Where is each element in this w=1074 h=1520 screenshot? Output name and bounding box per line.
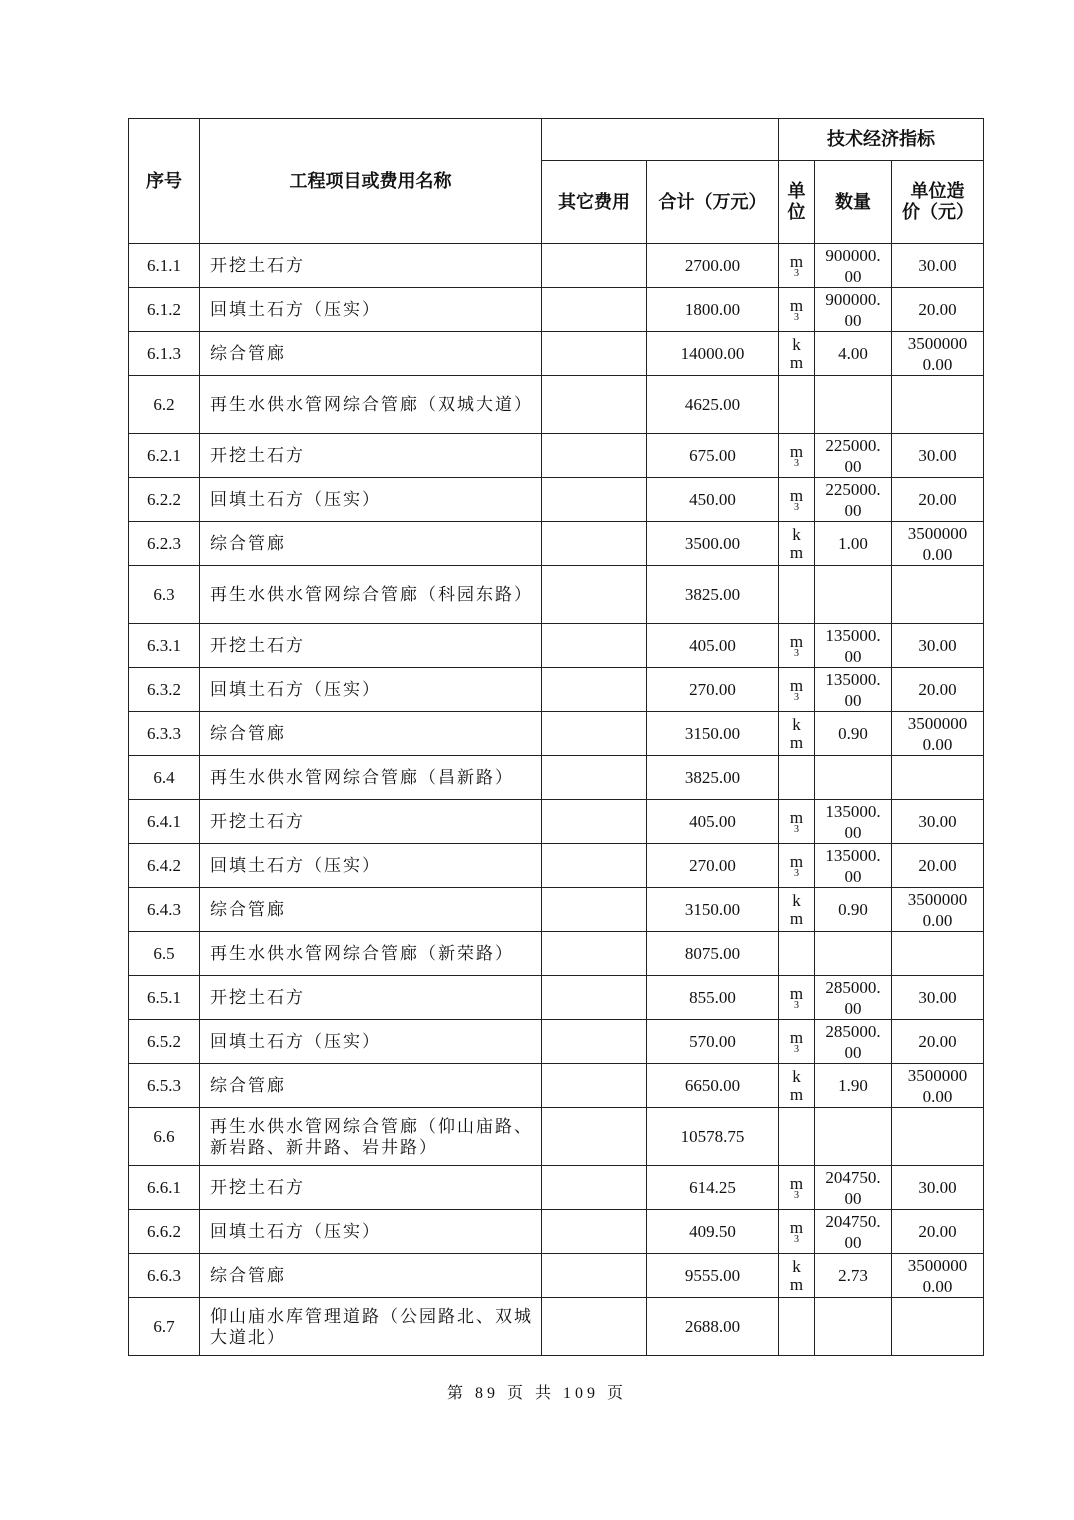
row-total: 3500.00 bbox=[647, 522, 779, 566]
row-price: 20.00 bbox=[892, 844, 984, 888]
row-other bbox=[542, 522, 647, 566]
row-price: 30.00 bbox=[892, 624, 984, 668]
row-unit bbox=[779, 932, 815, 976]
row-unit bbox=[779, 1064, 815, 1108]
unit-text: m bbox=[789, 631, 804, 651]
row-qty: 285000.00 bbox=[815, 976, 892, 1020]
row-qty: 225000.00 bbox=[815, 434, 892, 478]
header-unit: 单位 bbox=[779, 161, 815, 244]
table-row bbox=[129, 800, 984, 844]
row-unit bbox=[779, 756, 815, 800]
unit-superscript: 3 bbox=[794, 1233, 799, 1245]
unit-text: m bbox=[789, 485, 804, 505]
row-no: 6.5 bbox=[129, 932, 200, 976]
row-total: 3825.00 bbox=[647, 756, 779, 800]
row-unit bbox=[779, 1210, 815, 1254]
row-no: 6.2.3 bbox=[129, 522, 200, 566]
row-name: 再生水供水管网综合管廊（新荣路） bbox=[200, 932, 542, 976]
row-price bbox=[892, 1108, 984, 1166]
row-unit bbox=[779, 1020, 815, 1064]
row-name: 回填土石方（压实） bbox=[200, 668, 542, 712]
row-total: 855.00 bbox=[647, 976, 779, 1020]
row-price: 30.00 bbox=[892, 434, 984, 478]
table-row bbox=[129, 844, 984, 888]
row-price: 20.00 bbox=[892, 668, 984, 712]
row-unit bbox=[779, 1254, 815, 1298]
row-unit bbox=[779, 566, 815, 624]
unit-superscript: 3 bbox=[794, 999, 799, 1011]
row-no: 6.3.2 bbox=[129, 668, 200, 712]
row-other bbox=[542, 976, 647, 1020]
table-row bbox=[129, 888, 984, 932]
row-total: 2688.00 bbox=[647, 1298, 779, 1356]
unit-superscript: 3 bbox=[794, 867, 799, 879]
row-total: 675.00 bbox=[647, 434, 779, 478]
row-other bbox=[542, 668, 647, 712]
row-total: 614.25 bbox=[647, 1166, 779, 1210]
row-qty bbox=[815, 1108, 892, 1166]
row-other bbox=[542, 434, 647, 478]
row-total: 3150.00 bbox=[647, 888, 779, 932]
row-name: 再生水供水管网综合管廊（仰山庙路、新岩路、新井路、岩井路） bbox=[200, 1108, 542, 1166]
table-row bbox=[129, 932, 984, 976]
row-unit bbox=[779, 888, 815, 932]
row-no: 6.2 bbox=[129, 376, 200, 434]
row-other bbox=[542, 1020, 647, 1064]
row-other bbox=[542, 1210, 647, 1254]
row-no: 6.1.1 bbox=[129, 244, 200, 288]
row-qty: 900000.00 bbox=[815, 288, 892, 332]
row-other bbox=[542, 1298, 647, 1356]
row-other bbox=[542, 1166, 647, 1210]
row-unit bbox=[779, 1108, 815, 1166]
table-row bbox=[129, 1254, 984, 1298]
row-total: 270.00 bbox=[647, 668, 779, 712]
row-name: 综合管廊 bbox=[200, 888, 542, 932]
row-no: 6.4.1 bbox=[129, 800, 200, 844]
table-row bbox=[129, 1298, 984, 1356]
row-qty: 1.00 bbox=[815, 522, 892, 566]
row-qty: 204750.00 bbox=[815, 1166, 892, 1210]
row-name: 回填土石方（压实） bbox=[200, 478, 542, 522]
table-row bbox=[129, 244, 984, 288]
unit-superscript: 3 bbox=[794, 1189, 799, 1201]
row-total: 14000.00 bbox=[647, 332, 779, 376]
row-other bbox=[542, 376, 647, 434]
row-other bbox=[542, 756, 647, 800]
row-qty: 135000.00 bbox=[815, 800, 892, 844]
unit-text: m bbox=[789, 675, 804, 695]
row-price bbox=[892, 756, 984, 800]
row-other bbox=[542, 478, 647, 522]
unit-superscript: 3 bbox=[794, 267, 799, 279]
table-row bbox=[129, 1020, 984, 1064]
unit-text: m bbox=[789, 1217, 804, 1237]
row-unit bbox=[779, 624, 815, 668]
unit-text: m bbox=[789, 983, 804, 1003]
row-unit bbox=[779, 434, 815, 478]
row-qty: 225000.00 bbox=[815, 478, 892, 522]
row-no: 6.7 bbox=[129, 1298, 200, 1356]
row-other bbox=[542, 1064, 647, 1108]
row-qty bbox=[815, 756, 892, 800]
unit-text: km bbox=[789, 714, 804, 752]
row-total: 6650.00 bbox=[647, 1064, 779, 1108]
unit-text: m bbox=[789, 1173, 804, 1193]
table-row bbox=[129, 1210, 984, 1254]
row-qty: 900000.00 bbox=[815, 244, 892, 288]
row-other bbox=[542, 624, 647, 668]
table-row bbox=[129, 1108, 984, 1166]
row-name: 再生水供水管网综合管廊（昌新路） bbox=[200, 756, 542, 800]
row-other bbox=[542, 288, 647, 332]
row-name: 回填土石方（压实） bbox=[200, 288, 542, 332]
row-name: 开挖土石方 bbox=[200, 976, 542, 1020]
unit-superscript: 3 bbox=[794, 823, 799, 835]
row-price: 35000000.00 bbox=[892, 522, 984, 566]
row-name: 综合管廊 bbox=[200, 1254, 542, 1298]
row-name: 开挖土石方 bbox=[200, 800, 542, 844]
unit-text: m bbox=[789, 1027, 804, 1047]
row-other bbox=[542, 566, 647, 624]
table-row bbox=[129, 332, 984, 376]
row-other bbox=[542, 712, 647, 756]
row-total: 409.50 bbox=[647, 1210, 779, 1254]
row-price bbox=[892, 1298, 984, 1356]
row-unit bbox=[779, 800, 815, 844]
row-no: 6.1.2 bbox=[129, 288, 200, 332]
table-row bbox=[129, 288, 984, 332]
header-no: 序号 bbox=[129, 119, 200, 244]
row-qty: 1.90 bbox=[815, 1064, 892, 1108]
unit-text: m bbox=[789, 251, 804, 271]
unit-text: km bbox=[789, 334, 804, 372]
row-price: 20.00 bbox=[892, 1210, 984, 1254]
row-unit bbox=[779, 332, 815, 376]
table-row bbox=[129, 434, 984, 478]
row-no: 6.5.3 bbox=[129, 1064, 200, 1108]
row-no: 6.3.1 bbox=[129, 624, 200, 668]
row-name: 回填土石方（压实） bbox=[200, 1210, 542, 1254]
row-price: 20.00 bbox=[892, 478, 984, 522]
table-row bbox=[129, 976, 984, 1020]
row-price: 30.00 bbox=[892, 1166, 984, 1210]
row-name: 仰山庙水库管理道路（公园路北、双城大道北） bbox=[200, 1298, 542, 1356]
row-unit bbox=[779, 376, 815, 434]
row-no: 6.5.2 bbox=[129, 1020, 200, 1064]
row-unit bbox=[779, 1298, 815, 1356]
row-no: 6.4.3 bbox=[129, 888, 200, 932]
header-total: 合计（万元） bbox=[647, 161, 779, 244]
unit-text: km bbox=[789, 1256, 804, 1294]
row-price: 35000000.00 bbox=[892, 1064, 984, 1108]
row-name: 回填土石方（压实） bbox=[200, 1020, 542, 1064]
unit-text: m bbox=[789, 851, 804, 871]
row-no: 6.6 bbox=[129, 1108, 200, 1166]
row-other bbox=[542, 1108, 647, 1166]
row-price: 30.00 bbox=[892, 244, 984, 288]
row-price: 35000000.00 bbox=[892, 888, 984, 932]
unit-superscript: 3 bbox=[794, 647, 799, 659]
row-qty: 2.73 bbox=[815, 1254, 892, 1298]
unit-text: m bbox=[789, 441, 804, 461]
row-unit bbox=[779, 244, 815, 288]
row-other bbox=[542, 888, 647, 932]
row-total: 405.00 bbox=[647, 800, 779, 844]
row-no: 6.3.3 bbox=[129, 712, 200, 756]
row-name: 开挖土石方 bbox=[200, 624, 542, 668]
row-no: 6.4.2 bbox=[129, 844, 200, 888]
row-no: 6.2.2 bbox=[129, 478, 200, 522]
table-row bbox=[129, 624, 984, 668]
row-unit bbox=[779, 288, 815, 332]
row-name: 综合管廊 bbox=[200, 332, 542, 376]
row-no: 6.2.1 bbox=[129, 434, 200, 478]
table-row bbox=[129, 522, 984, 566]
row-qty bbox=[815, 376, 892, 434]
row-total: 3150.00 bbox=[647, 712, 779, 756]
unit-text: m bbox=[789, 295, 804, 315]
unit-superscript: 3 bbox=[794, 311, 799, 323]
row-qty bbox=[815, 932, 892, 976]
row-price bbox=[892, 376, 984, 434]
row-unit bbox=[779, 844, 815, 888]
row-other bbox=[542, 800, 647, 844]
row-unit bbox=[779, 668, 815, 712]
unit-superscript: 3 bbox=[794, 1043, 799, 1055]
row-no: 6.4 bbox=[129, 756, 200, 800]
table-row bbox=[129, 1064, 984, 1108]
header-blank bbox=[542, 119, 779, 161]
row-qty: 135000.00 bbox=[815, 624, 892, 668]
row-total: 405.00 bbox=[647, 624, 779, 668]
row-no: 6.5.1 bbox=[129, 976, 200, 1020]
row-unit bbox=[779, 522, 815, 566]
table-row bbox=[129, 566, 984, 624]
header-qty: 数量 bbox=[815, 161, 892, 244]
row-total: 9555.00 bbox=[647, 1254, 779, 1298]
row-price: 35000000.00 bbox=[892, 1254, 984, 1298]
unit-superscript: 3 bbox=[794, 691, 799, 703]
row-total: 570.00 bbox=[647, 1020, 779, 1064]
row-other bbox=[542, 844, 647, 888]
row-unit bbox=[779, 478, 815, 522]
row-name: 开挖土石方 bbox=[200, 434, 542, 478]
row-name: 开挖土石方 bbox=[200, 244, 542, 288]
row-price bbox=[892, 566, 984, 624]
row-price: 20.00 bbox=[892, 288, 984, 332]
row-name: 开挖土石方 bbox=[200, 1166, 542, 1210]
unit-text: m bbox=[789, 807, 804, 827]
row-qty: 4.00 bbox=[815, 332, 892, 376]
row-qty: 204750.00 bbox=[815, 1210, 892, 1254]
unit-superscript: 3 bbox=[794, 457, 799, 469]
unit-text: km bbox=[789, 1066, 804, 1104]
row-qty: 135000.00 bbox=[815, 844, 892, 888]
row-price: 35000000.00 bbox=[892, 332, 984, 376]
row-total: 2700.00 bbox=[647, 244, 779, 288]
row-qty: 0.90 bbox=[815, 888, 892, 932]
row-price: 30.00 bbox=[892, 800, 984, 844]
row-no: 6.6.2 bbox=[129, 1210, 200, 1254]
table-row bbox=[129, 376, 984, 434]
row-qty bbox=[815, 566, 892, 624]
table-row bbox=[129, 712, 984, 756]
row-no: 6.3 bbox=[129, 566, 200, 624]
row-price bbox=[892, 932, 984, 976]
unit-text: km bbox=[789, 890, 804, 928]
row-no: 6.6.1 bbox=[129, 1166, 200, 1210]
row-total: 450.00 bbox=[647, 478, 779, 522]
header-tech-group: 技术经济指标 bbox=[779, 119, 984, 161]
row-total: 1800.00 bbox=[647, 288, 779, 332]
row-name: 综合管廊 bbox=[200, 712, 542, 756]
table-row bbox=[129, 756, 984, 800]
unit-text: km bbox=[789, 524, 804, 562]
row-no: 6.1.3 bbox=[129, 332, 200, 376]
row-other bbox=[542, 332, 647, 376]
unit-superscript: 3 bbox=[794, 501, 799, 513]
row-name: 再生水供水管网综合管廊（双城大道） bbox=[200, 376, 542, 434]
row-qty: 135000.00 bbox=[815, 668, 892, 712]
header-price: 单位造价（元） bbox=[892, 161, 984, 244]
page-footer: 第 89 页 共 109 页 bbox=[446, 1385, 627, 1402]
row-name: 综合管廊 bbox=[200, 522, 542, 566]
row-price: 20.00 bbox=[892, 1020, 984, 1064]
table-row bbox=[129, 1166, 984, 1210]
row-qty: 285000.00 bbox=[815, 1020, 892, 1064]
row-qty bbox=[815, 1298, 892, 1356]
row-total: 270.00 bbox=[647, 844, 779, 888]
row-unit bbox=[779, 976, 815, 1020]
row-name: 回填土石方（压实） bbox=[200, 844, 542, 888]
row-price: 35000000.00 bbox=[892, 712, 984, 756]
table-row bbox=[129, 668, 984, 712]
row-other bbox=[542, 244, 647, 288]
row-unit bbox=[779, 712, 815, 756]
row-total: 8075.00 bbox=[647, 932, 779, 976]
row-name: 再生水供水管网综合管廊（科园东路） bbox=[200, 566, 542, 624]
cost-table bbox=[128, 118, 984, 1356]
row-price: 30.00 bbox=[892, 976, 984, 1020]
row-name: 综合管廊 bbox=[200, 1064, 542, 1108]
row-total: 4625.00 bbox=[647, 376, 779, 434]
row-total: 10578.75 bbox=[647, 1108, 779, 1166]
table-header bbox=[129, 119, 984, 244]
row-total: 3825.00 bbox=[647, 566, 779, 624]
row-no: 6.6.3 bbox=[129, 1254, 200, 1298]
row-other bbox=[542, 932, 647, 976]
header-name: 工程项目或费用名称 bbox=[200, 119, 542, 244]
row-other bbox=[542, 1254, 647, 1298]
row-unit bbox=[779, 1166, 815, 1210]
header-other: 其它费用 bbox=[542, 161, 647, 244]
table-body bbox=[129, 244, 984, 1356]
row-qty: 0.90 bbox=[815, 712, 892, 756]
table-row bbox=[129, 478, 984, 522]
